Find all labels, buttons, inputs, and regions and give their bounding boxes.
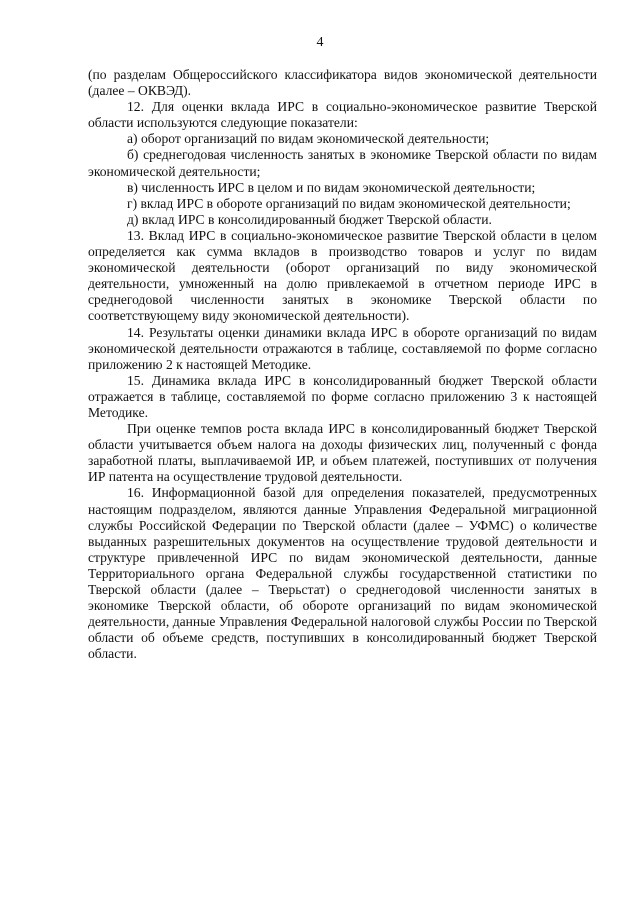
list-item-d: д) вклад ИРС в консолидированный бюджет Тверской области. bbox=[127, 211, 492, 227]
paragraph-okved-continuation: (по разделам Общероссийского классификатора видов экономической деятельности (далее – ОКВЭД). bbox=[88, 67, 597, 99]
document-body bbox=[88, 67, 597, 662]
paragraph-tax-growth: При оценке темпов роста вклада ИРС в консолидированный бюджет Тверской области учитывается объем налога на доходы физических лиц, полученный с фонда заработной платы, выплачиваемой ИР, и объем платежей, поступивших от получения ИР патента на осуществление трудовой деятельности. bbox=[88, 421, 597, 485]
list-item-v: в) численность ИРС в целом и по видам экономической деятельности; bbox=[127, 179, 536, 195]
list-item-b: б) среднегодовая численность занятых в экономике Тверской области по видам экономической деятельности; bbox=[88, 147, 597, 179]
paragraph-15: 15. Динамика вклада ИРС в консолидированный бюджет Тверской области отражается в таблице, составляемой по форме согласно приложению 3 к настоящей Методике. bbox=[88, 372, 597, 420]
page-number: 4 bbox=[316, 35, 324, 50]
paragraph-13: 13. Вклад ИРС в социально-экономическое развитие Тверской области в целом определяется как сумма вкладов в производство товаров и услуг по видам экономической деятельности (оборот организаций по виду экономической деятельности, умноженный на долю привлекаемой в отчетном периоде ИРС в среднегодовой численности занятых в экономике Тверской области по соответствующему виду экономической деятельности). bbox=[88, 227, 597, 324]
paragraph-14: 14. Результаты оценки динамики вклада ИРС в обороте организаций по видам экономической деятельности отражаются в таблице, составляемой по форме согласно приложению 2 к настоящей Методике. bbox=[88, 324, 597, 372]
list-item-g: г) вклад ИРС в обороте организаций по видам экономической деятельности; bbox=[127, 195, 571, 211]
list-item-a: а) оборот организаций по видам экономической деятельности; bbox=[127, 131, 490, 147]
paragraph-16: 16. Информационной базой для определения показателей, предусмотренных настоящим подразделом, являются данные Управления Федеральной миграционной службы Российской Федерации по Тверской области (далее – УФМС) о количестве выданных разрешительных документов на осуществление трудовой деятельности и структуре привлеченной ИРС по видам экономической деятельности, данные Территориального органа Федеральной службы государственной статистики по Тверской области (далее – Тверьстат) о среднегодовой численности занятых в экономике Тверской области, об обороте организаций по видам экономической деятельности, данные Управления Федеральной налоговой службы России по Тверской области об объеме средств, поступивших в консолидированный бюджет Тверской области. bbox=[88, 485, 597, 662]
paragraph-12: 12. Для оценки вклада ИРС в социально-экономическое развитие Тверской области используются следующие показатели: bbox=[88, 99, 597, 131]
